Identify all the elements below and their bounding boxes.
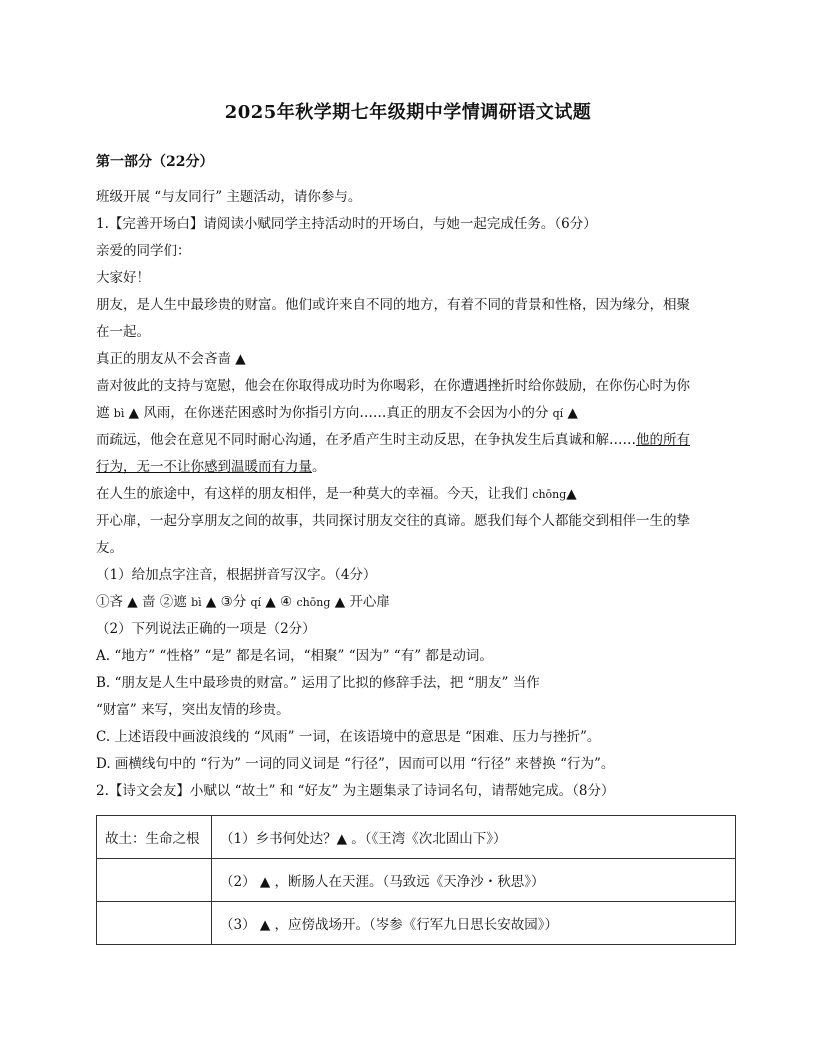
passage-paragraph-2: 真正的朋友从不会吝啬 ▲: [96, 351, 246, 367]
answer-item: ①吝 ▲ 啬 ②遮: [96, 594, 187, 610]
answer-item: ▲ 开心扉: [334, 594, 390, 610]
pinyin-chong: chōng: [532, 488, 567, 501]
option-c: C. 上述语段中画波浪线的 “风雨” 一词，在该语境中的意思是 “困难、压力与挫折”。: [96, 729, 601, 745]
table-row: [97, 902, 736, 945]
passage-text: 在人生的旅途中，有这样的朋友相伴，是一种莫大的幸福。今天，让我们: [96, 486, 528, 502]
table-cell-label: [97, 902, 212, 945]
pinyin-qi: qí: [552, 407, 564, 420]
pinyin-bi: bì: [113, 407, 125, 420]
sub-question-2: （2）下列说法正确的一项是（2分）: [96, 621, 316, 637]
table-row: [97, 816, 736, 859]
option-b-line-1: B. “朋友是人生中最珍贵的财富。” 运用了比拟的修辞手法，把 “朋友” 当作: [96, 675, 540, 691]
passage-text: 遮: [96, 405, 110, 421]
section-heading: 第一部分（22分）: [96, 154, 214, 170]
table-cell-text: （3） ▲ ，应傍战场开。（岑参《行军九日思长安故园》）: [212, 902, 736, 945]
passage-paragraph-5-line-2: 开心扉，一起分享朋友之间的故事，共同探讨朋友交往的真谛。愿我们每个人都能交到相伴一生的挚: [96, 513, 690, 529]
answer-blank-marker: ▲: [566, 486, 577, 502]
sub-question-1-answers: [96, 592, 736, 613]
option-d: D. 画横线句中的 “行为” 一词的同义词是 “行径”，因而可以用 “行径” 来替换 “行为”。: [96, 756, 615, 772]
sub-question-1: （1）给加点字注音，根据拼音写汉字。（4分）: [96, 567, 377, 583]
pinyin-chong: chōng: [296, 596, 331, 609]
passage-paragraph-3-line-2: [96, 403, 736, 424]
passage-text: 而疏远，他会在意见不同时耐心沟通，在矛盾产生时主动反思，在争执发生后真诚和解……: [96, 432, 636, 448]
passage-greeting: 亲爱的同学们：: [96, 243, 191, 259]
table-cell-text: （2） ▲ ，断肠人在天涯。（马致远《天净沙・秋思》）: [212, 859, 736, 902]
passage-paragraph-1-line-1: 朋友，是人生中最珍贵的财富。他们或许来自不同的地方，有着不同的背景和性格，因为缘分，相聚: [96, 297, 690, 313]
option-b-line-2: “财富” 来写，突出友情的珍贵。: [96, 702, 290, 718]
poem-table: [96, 815, 736, 945]
passage-text: 。: [312, 459, 326, 475]
pinyin-bi: bì: [191, 596, 202, 609]
passage-paragraph-4-line-1: [96, 430, 736, 450]
answer-item: ▲ ③分: [205, 594, 247, 610]
passage-text: ▲ 风雨，在你迷茫困惑时为你指引方向……真正的朋友不会因为小的分: [128, 405, 549, 421]
table-cell-label: [97, 859, 212, 902]
passage-hello: 大家好！: [96, 270, 150, 286]
question-1-stem: 1.【完善开场白】请阅读小赋同学主持活动时的开场白，与她一起完成任务。（6分）: [96, 216, 597, 232]
exam-title: 2025年秋学期七年级期中学情调研语文试题: [224, 102, 592, 123]
activity-intro: 班级开展 “与友同行” 主题活动，请你参与。: [96, 189, 362, 205]
passage-paragraph-5-line-1: [96, 484, 736, 505]
passage-paragraph-1-line-2: 在一起。: [96, 324, 150, 340]
table-row: [97, 859, 736, 902]
answer-blank-marker: ▲: [567, 405, 578, 421]
underlined-sentence: 行为，无一不让你感到温暖而有力量: [96, 459, 312, 475]
table-cell-text: （1）乡书何处达？▲ 。（《王湾《次北固山下》）: [212, 816, 736, 859]
question-2-stem: 2.【诗文会友】小赋以 “故土” 和 “好友” 为主题集录了诗词名句，请帮她完成。（8分）: [96, 783, 615, 799]
passage-paragraph-4-line-2: [96, 457, 736, 477]
passage-paragraph-5-line-3: 友。: [96, 540, 123, 556]
option-a: A. “地方” “性格” “是” 都是名词，“相聚” “因为” “有” 都是动词。: [96, 648, 493, 664]
table-cell-label: 故土：生命之根: [97, 816, 212, 859]
pinyin-qi: qí: [250, 596, 262, 609]
underlined-sentence: 他的所有: [636, 432, 690, 448]
answer-item: ▲ ④: [265, 594, 293, 610]
passage-paragraph-3-line-1: 啬对彼此的支持与宽慰，他会在你取得成功时为你喝彩，在你遭遇挫折时给你鼓励，在你伤心时为你: [96, 378, 690, 394]
